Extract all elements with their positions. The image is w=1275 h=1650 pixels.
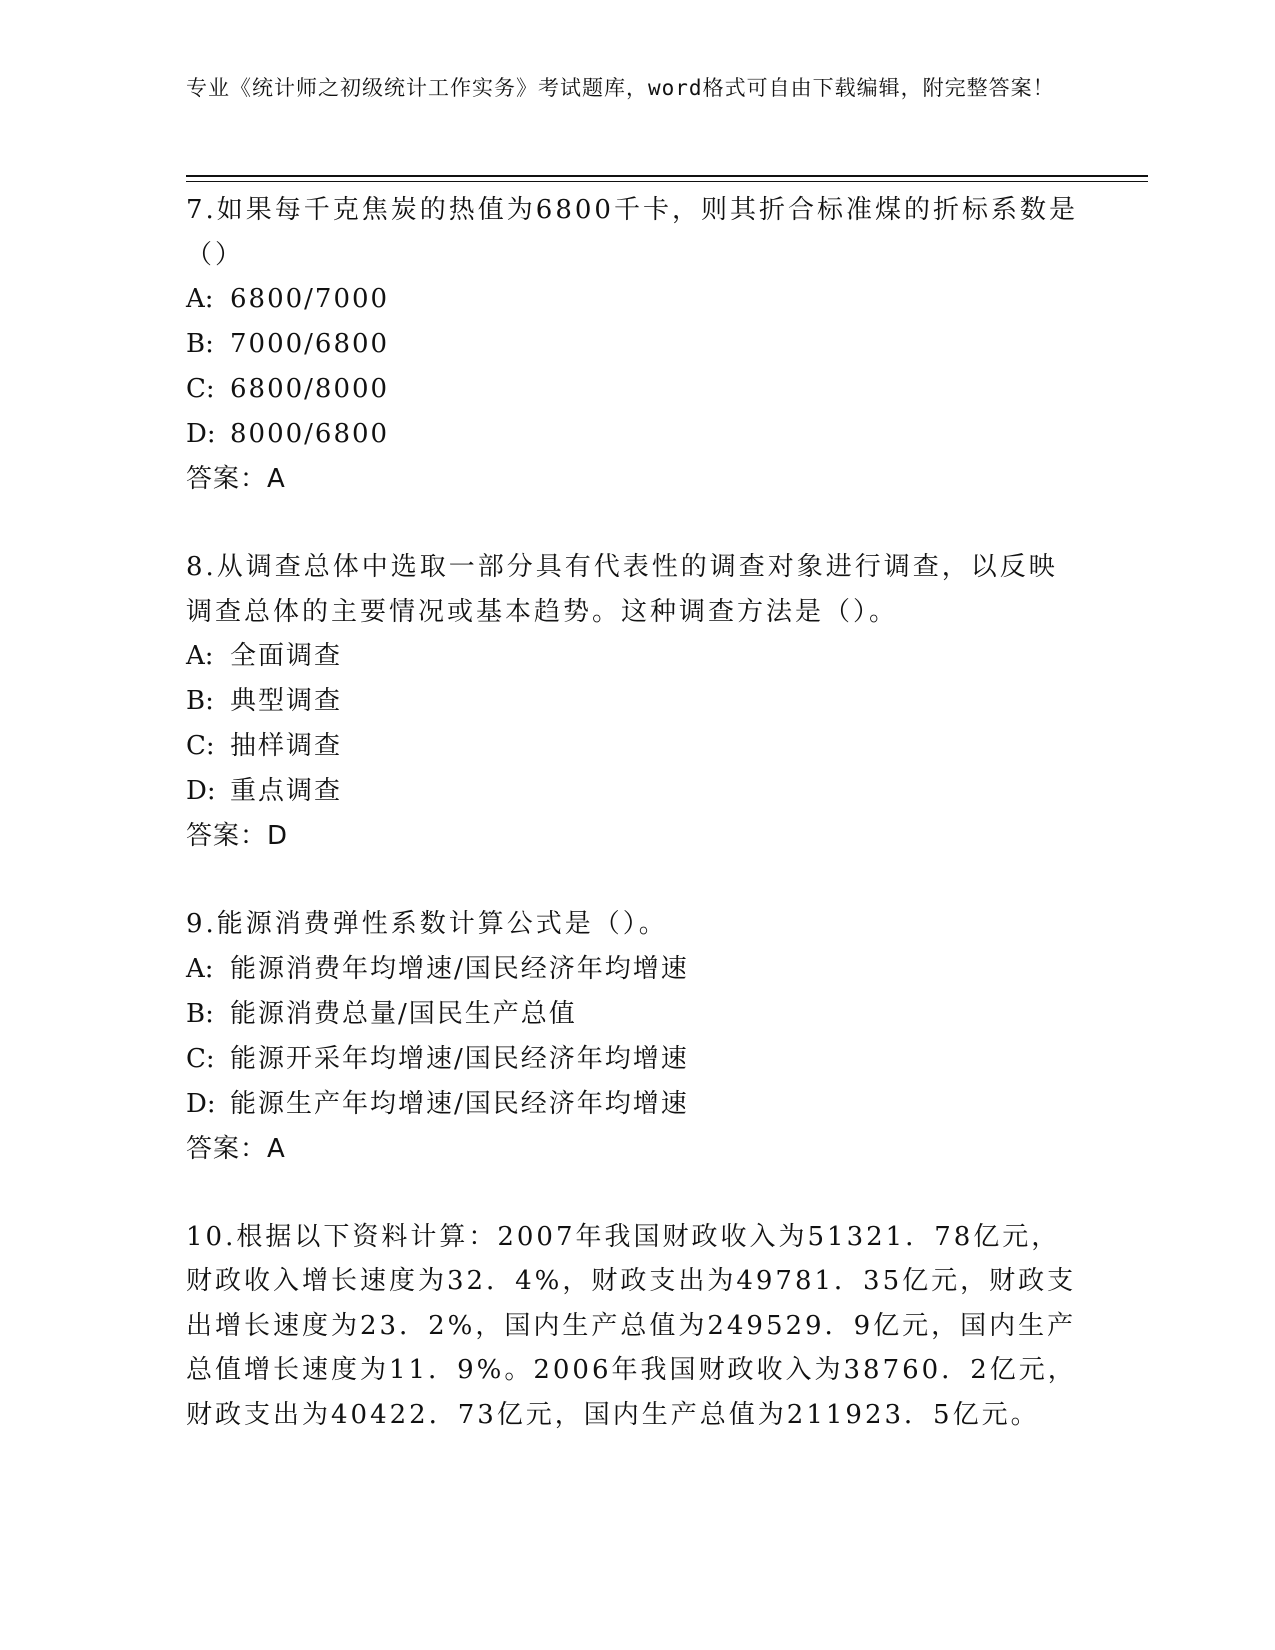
option-key: D: — [186, 1088, 216, 1119]
option-d — [186, 412, 1086, 457]
option-text: 6800/8000 — [230, 374, 390, 404]
option-text: 重点调查 — [230, 776, 343, 806]
option-b — [186, 322, 1086, 367]
question-spacer — [186, 502, 1086, 545]
option-a — [186, 634, 1086, 679]
option-key: A: — [186, 953, 214, 984]
option-key: B: — [186, 686, 214, 716]
option-c — [186, 724, 1086, 769]
question-stem: 10.根据以下资料计算：2007年我国财政收入为51321．78亿元，财政收入增长速度为32．4%，财政支出为49781．35亿元，财政支出增长速度为23．2%，国内生产总值为249529．9亿元，国内生产总值增长速度为11．9%。2006年我国财政收入为38760．2亿元，财政支出为40422．73亿元，国内生产总值为211923．5亿元。 — [186, 1221, 1077, 1430]
question-9 — [186, 902, 1086, 1172]
option-d — [186, 1082, 1086, 1127]
answer-line: 答案：D — [186, 821, 289, 851]
document-header: 专业《统计师之初级统计工作实务》考试题库，word格式可自由下载编辑，附完整答案！ — [186, 76, 1055, 100]
header-divider-thin — [186, 181, 1148, 182]
option-key: C: — [186, 1043, 215, 1074]
option-c — [186, 1037, 1086, 1082]
option-b — [186, 992, 1086, 1037]
option-text: 全面调查 — [230, 641, 343, 671]
question-stem: 8.从调查总体中选取一部分具有代表性的调查对象进行调查，以反映调查总体的主要情况或基本趋势。这种调查方法是（）。 — [186, 552, 1058, 627]
option-b — [186, 679, 1086, 724]
option-key: B: — [186, 998, 214, 1029]
option-text: 能源消费总量/国民生产总值 — [230, 998, 577, 1029]
question-8 — [186, 545, 1086, 859]
header-divider-thick — [186, 175, 1148, 177]
option-a — [186, 277, 1086, 322]
option-text: 抽样调查 — [230, 731, 343, 761]
option-key: B: — [186, 329, 214, 359]
option-a — [186, 947, 1086, 992]
option-key: A: — [186, 284, 214, 314]
option-text: 能源开采年均增速/国民经济年均增速 — [230, 1043, 689, 1074]
question-spacer — [186, 859, 1086, 902]
question-list — [186, 188, 1086, 1437]
option-key: C: — [186, 374, 215, 404]
option-key: D: — [186, 776, 216, 806]
option-key: C: — [186, 731, 215, 761]
option-text: 6800/7000 — [230, 284, 390, 314]
option-text: 能源生产年均增速/国民经济年均增速 — [230, 1088, 689, 1119]
question-stem: 9.能源消费弹性系数计算公式是（）。 — [186, 909, 668, 939]
option-text: 8000/6800 — [230, 419, 390, 449]
option-d — [186, 769, 1086, 814]
question-7 — [186, 188, 1086, 502]
option-key: D: — [186, 419, 216, 449]
option-text: 典型调查 — [230, 686, 343, 716]
option-key: A: — [186, 641, 214, 671]
question-stem: 7.如果每千克焦炭的热值为6800千卡，则其折合标准煤的折标系数是（） — [186, 195, 1078, 270]
option-text: 能源消费年均增速/国民经济年均增速 — [230, 953, 689, 984]
answer-line: 答案：A — [186, 464, 286, 494]
option-c — [186, 367, 1086, 412]
option-text: 7000/6800 — [230, 329, 390, 359]
answer-line: 答案：A — [186, 1133, 286, 1164]
question-spacer — [186, 1172, 1086, 1215]
question-10 — [186, 1215, 1086, 1438]
